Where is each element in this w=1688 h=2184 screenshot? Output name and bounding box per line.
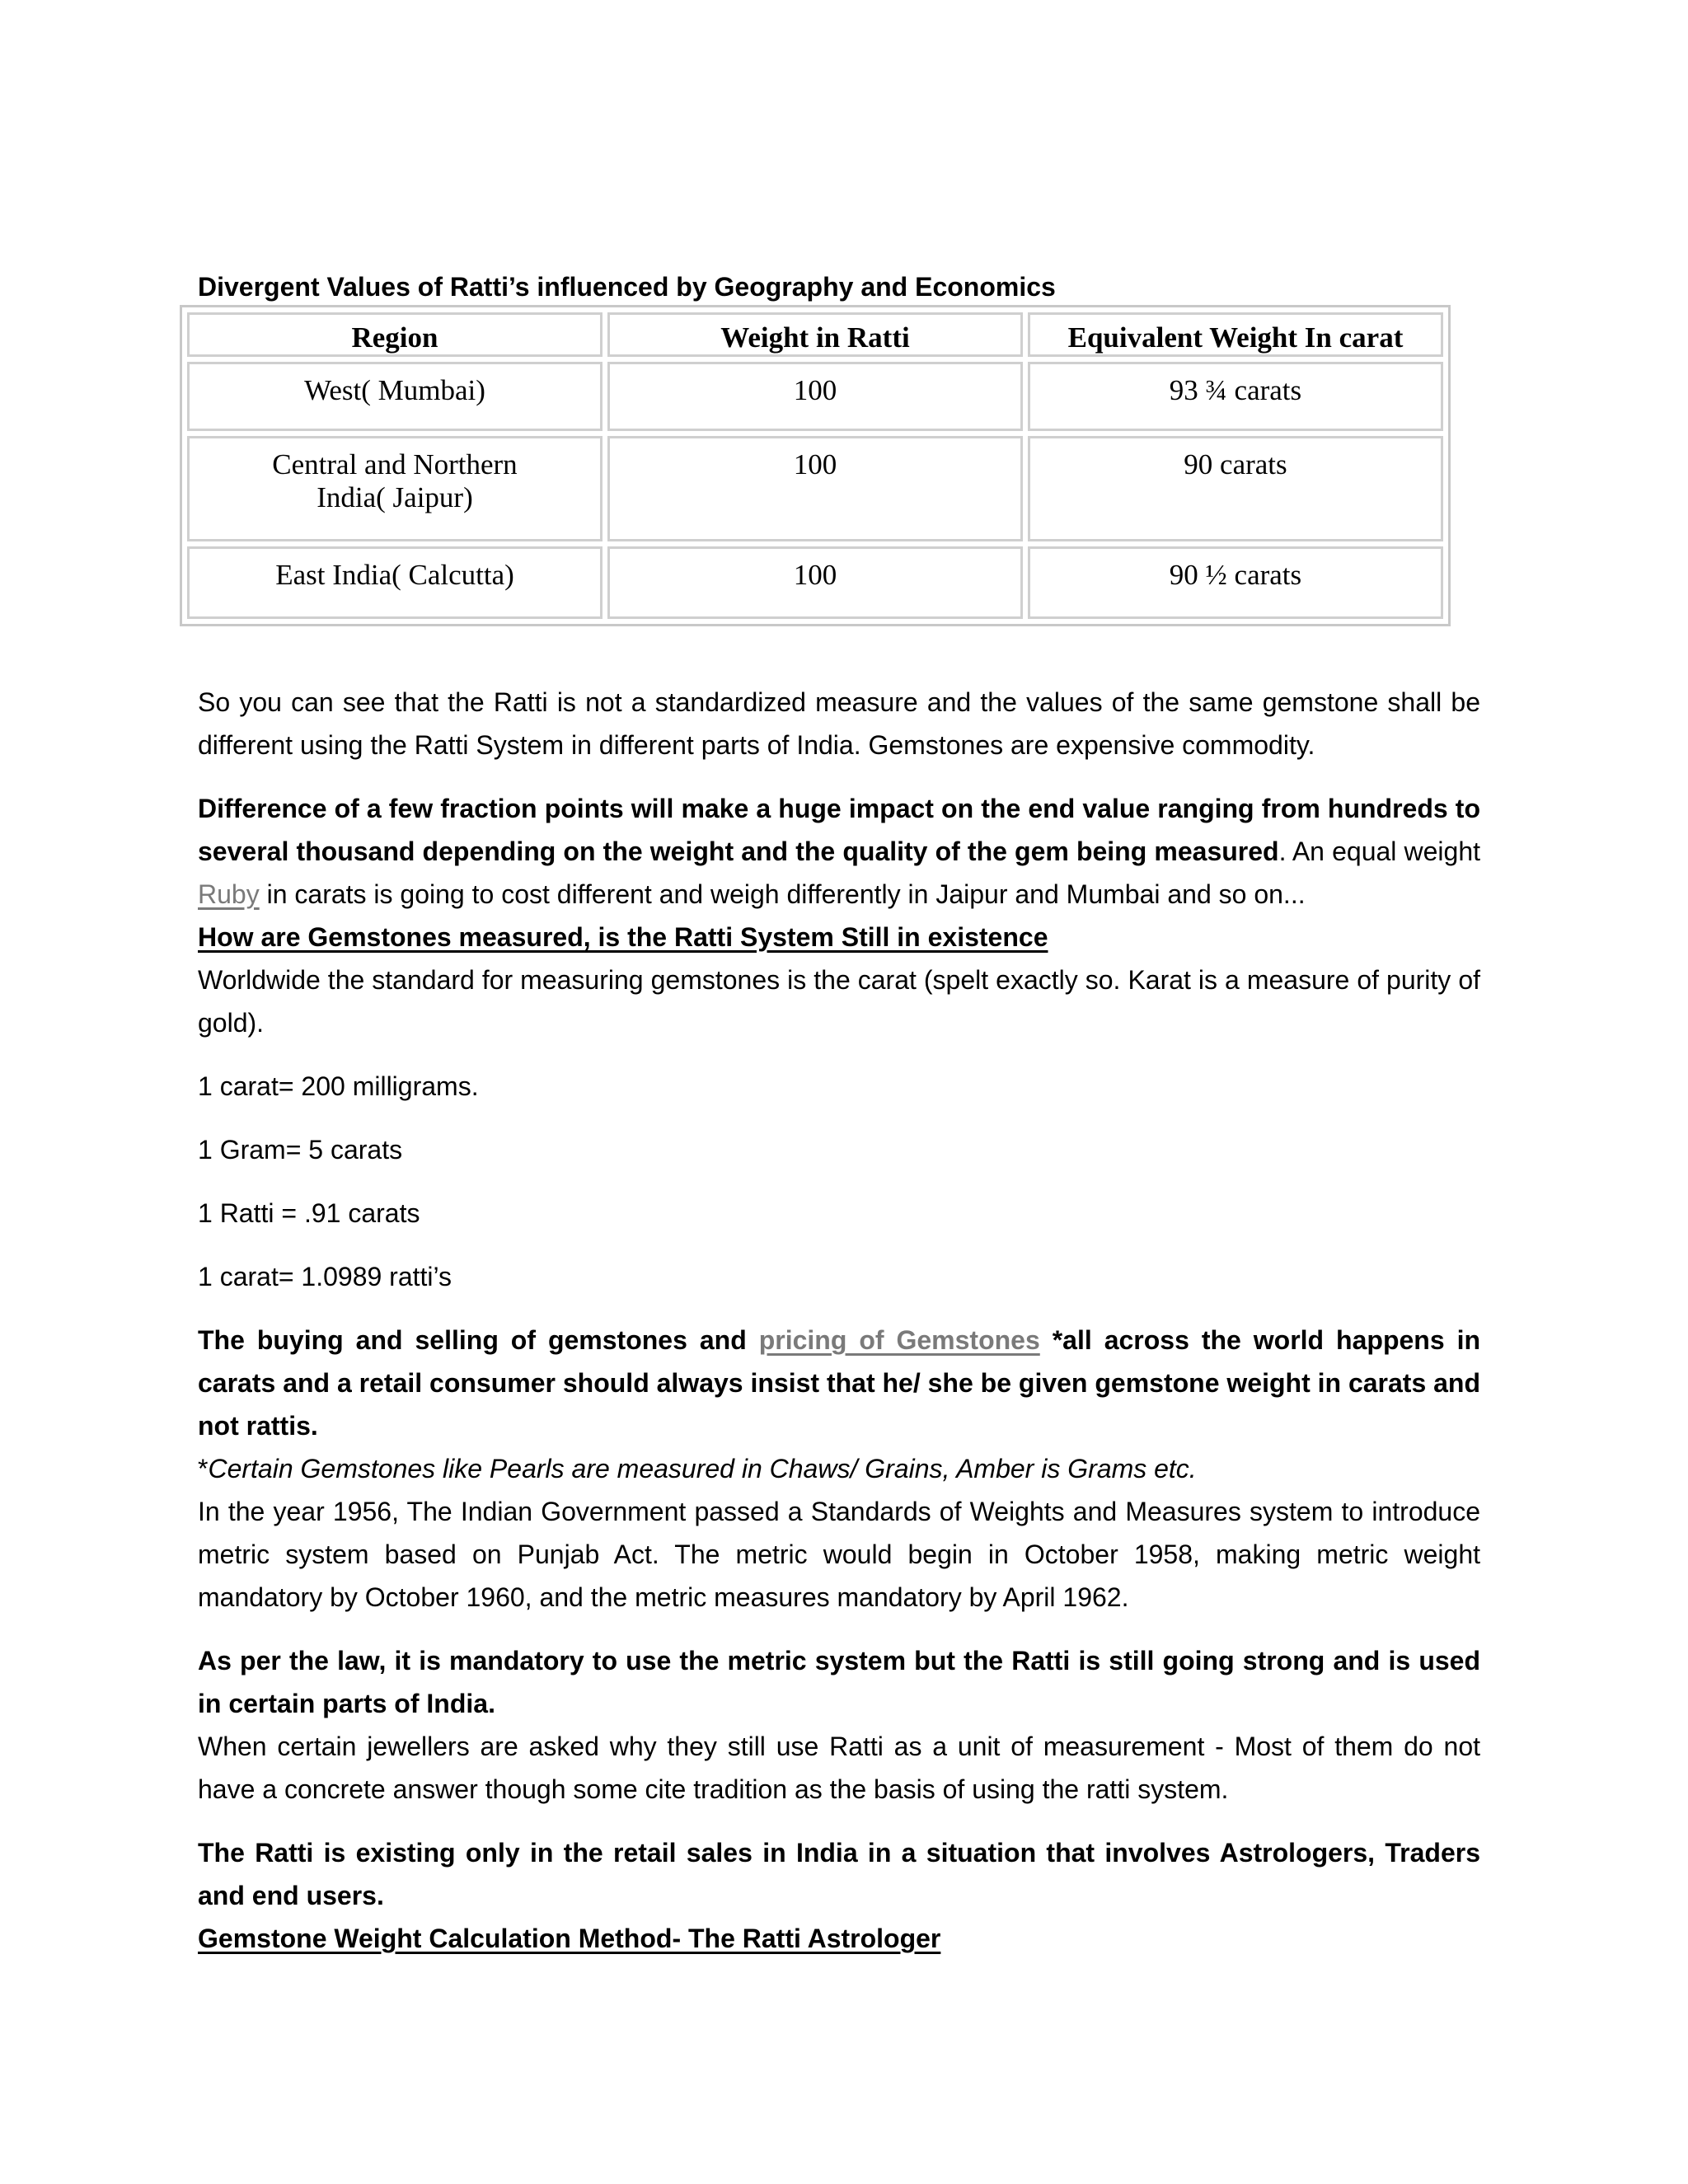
buying-selling-text-b: *all across the world happens in carats and a retail consumer should always insist that he/ she be given gemstone weight in carats and not rattis. (198, 1325, 1481, 1441)
fraction-impact-text-b: in carats is going to cost different and weigh differently in Jaipur and Mumbai and so on... (259, 879, 1306, 909)
table-header-weight-ratti: Weight in Ratti (607, 312, 1023, 357)
table-cell-carat: 93 ¾ carats (1028, 362, 1443, 431)
table-header-row (187, 312, 1443, 357)
table-cell-region (187, 436, 603, 541)
table-cell-ratti: 100 (607, 546, 1023, 619)
table-cell-carat: 90 carats (1028, 436, 1443, 541)
paragraph-jewellers: When certain jewellers are asked why they still use Ratti as a unit of measurement - Most of them do not have a concrete answer though some cite tradition as the basis of using the ratti system. (198, 1732, 1480, 1804)
fraction-impact-bold: Difference of a few fraction points will make a huge impact on the end value ranging from hundreds to several thousand depending on the weight and the quality of the gem being measured (198, 794, 1480, 866)
table-row (187, 362, 1443, 431)
heading-how-measured-text: How are Gemstones measured, is the Ratti System Still in existence (198, 922, 1048, 952)
table-header-weight-carat: Equivalent Weight In carat (1028, 312, 1443, 357)
paragraph-metric-history: In the year 1956, The Indian Government passed a Standards of Weights and Measures system to introduce metric system based on Punjab Act. The metric would begin in October 1958, making metric weight mandatory by October 1960, and the metric measures mandatory by April 1962. (198, 1497, 1480, 1612)
paragraph-buying-selling (198, 1319, 1480, 1447)
table-caption: Divergent Values of Ratti’s influenced by Geography and Economics (198, 272, 1056, 302)
ratti-values-table (180, 305, 1451, 626)
table-cell-ratti: 100 (607, 362, 1023, 431)
table-cell-region (187, 362, 603, 431)
paragraph-law-metric: As per the law, it is mandatory to use the metric system but the Ratti is still going strong and is used in certain parts of India. (198, 1646, 1480, 1718)
paragraph-carat-standard: Worldwide the standard for measuring gemstones is the carat (spelt exactly so. Karat is a measure of purity of gold). (198, 965, 1480, 1038)
paragraph-ratti-retail: The Ratti is existing only in the retail sales in India in a situation that involves Astrologers, Traders and end users. (198, 1838, 1480, 1910)
buying-selling-text-a: The buying and selling of gemstones and (198, 1325, 759, 1355)
heading-calculation-method (198, 1917, 1480, 1960)
region-text: East India( Calcutta) (275, 559, 514, 591)
table-row (187, 546, 1443, 619)
body-text (198, 681, 1480, 1960)
paragraph-certain-gemstones-note (198, 1447, 1480, 1490)
table-header-region: Region (187, 312, 603, 357)
heading-how-measured (198, 916, 1480, 958)
note-italic-text: Certain Gemstones like Pearls are measured in Chaws/ Grains, Amber is Grams etc. (208, 1454, 1197, 1483)
table-cell-ratti: 100 (607, 436, 1023, 541)
region-text: West( Mumbai) (304, 374, 485, 406)
region-text-line1: Central and Northern (272, 448, 518, 480)
paragraph-ratti-not-standard: So you can see that the Ratti is not a standardized measure and the values of the same gemstone shall be different using the Ratti System in different parts of India. Gemstones are expensive commodity. (198, 687, 1480, 760)
note-asterisk: * (198, 1454, 209, 1483)
fraction-impact-text-a: . An equal weight (1278, 837, 1481, 866)
conversion-carat-ratti: 1 carat= 1.0989 ratti’s (198, 1262, 452, 1291)
table-row (187, 436, 1443, 541)
table-cell-region (187, 546, 603, 619)
ruby-link[interactable]: Ruby (198, 879, 260, 909)
table-cell-carat: 90 ½ carats (1028, 546, 1443, 619)
paragraph-fraction-impact (198, 787, 1480, 916)
conversion-carat-mg: 1 carat= 200 milligrams. (198, 1071, 479, 1101)
region-text-line2: India( Jaipur) (316, 481, 473, 513)
heading-calculation-method-text: Gemstone Weight Calculation Method- The Ratti Astrologer (198, 1924, 941, 1953)
pricing-of-gemstones-link[interactable]: pricing of Gemstones (758, 1325, 1040, 1355)
conversion-ratti-carat: 1 Ratti = .91 carats (198, 1198, 420, 1228)
conversion-gram-carat: 1 Gram= 5 carats (198, 1135, 403, 1165)
